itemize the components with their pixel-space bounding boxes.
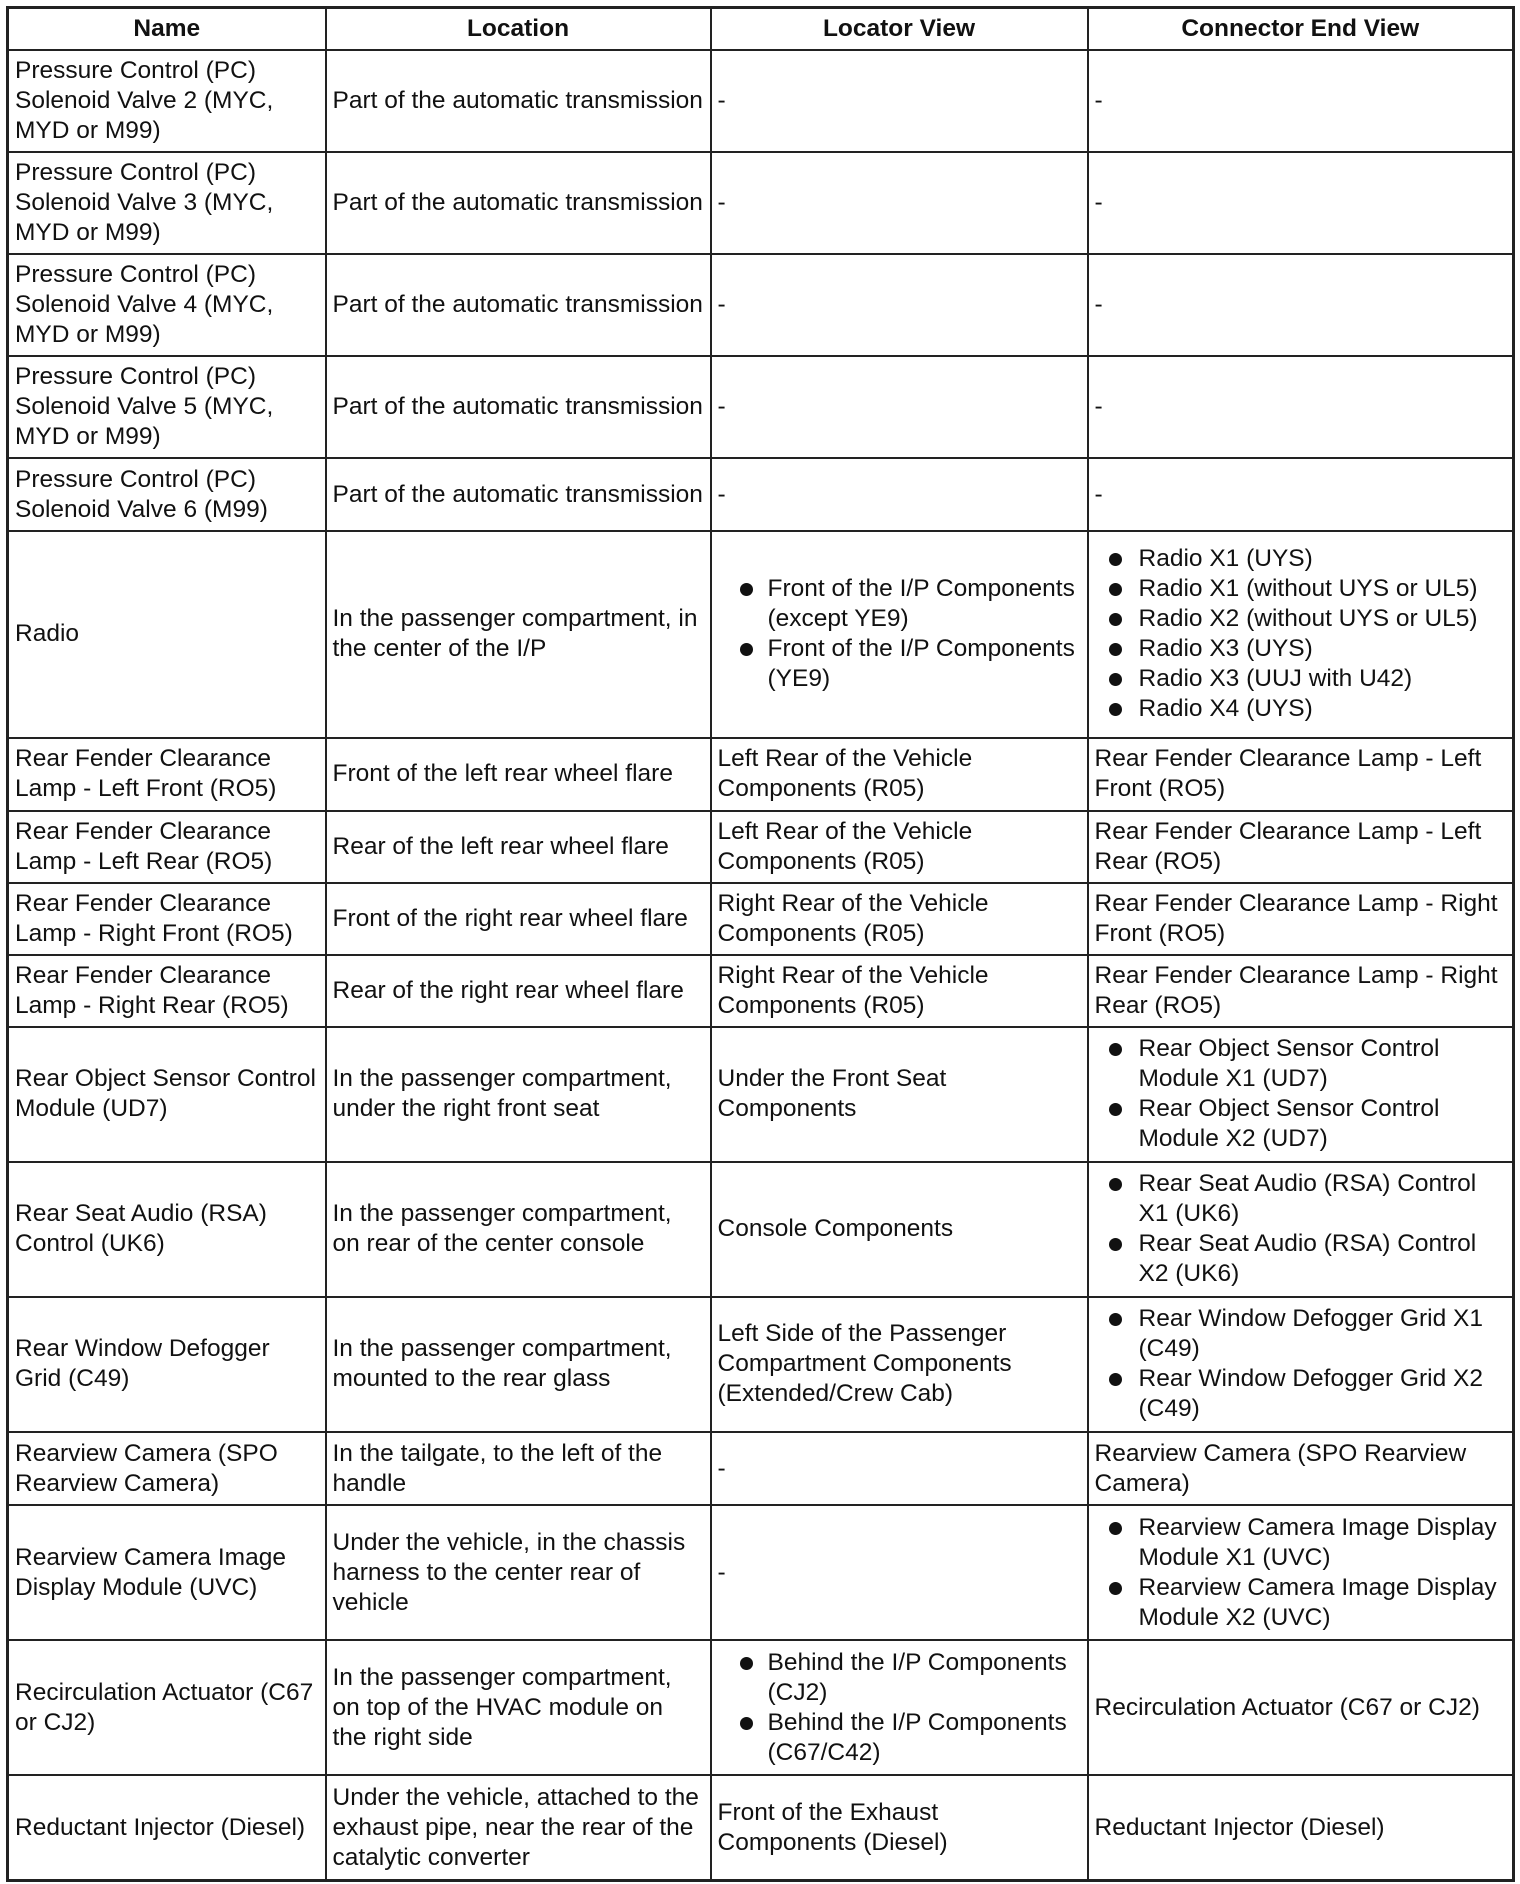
- table-row: [8, 883, 1514, 955]
- table-row: [8, 50, 1514, 152]
- table-row: [8, 1505, 1514, 1640]
- cell-locator-view: Left Rear of the Vehicle Components (R05): [711, 811, 1088, 883]
- bullet-list: [1095, 1304, 1507, 1424]
- list-item: Behind the I/P Components (CJ2): [718, 1648, 1081, 1708]
- list-item: Rear Window Defogger Grid X2 (C49): [1095, 1364, 1507, 1424]
- cell-location: Part of the automatic transmission: [326, 152, 711, 254]
- cell-name: Rearview Camera (SPO Rearview Camera): [8, 1432, 326, 1505]
- table-row: [8, 1162, 1514, 1297]
- cell-location: In the passenger compartment, on top of the HVAC module on the right side: [326, 1640, 711, 1775]
- cell-name: Rearview Camera Image Display Module (UVC): [8, 1505, 326, 1640]
- cell-locator-view: Console Components: [711, 1162, 1088, 1297]
- cell-name: Radio: [8, 531, 326, 737]
- bullet-list: [718, 574, 1081, 694]
- cell-location: In the passenger compartment, under the right front seat: [326, 1027, 711, 1162]
- list-item: Rearview Camera Image Display Module X2 (UVC): [1095, 1573, 1507, 1633]
- cell-connector-end-view: [1088, 1162, 1514, 1297]
- list-item: Front of the I/P Components (YE9): [718, 634, 1081, 694]
- cell-locator-view: Front of the Exhaust Components (Diesel): [711, 1775, 1088, 1880]
- table-row: [8, 1027, 1514, 1162]
- cell-connector-end-view: [1088, 1505, 1514, 1640]
- header-location: Location: [326, 8, 711, 51]
- list-item: Radio X3 (UUJ with U42): [1095, 664, 1507, 694]
- cell-name: Reductant Injector (Diesel): [8, 1775, 326, 1880]
- cell-location: In the passenger compartment, on rear of the center console: [326, 1162, 711, 1297]
- bullet-list: [1095, 1513, 1507, 1633]
- cell-name: Pressure Control (PC) Solenoid Valve 6 (M99): [8, 458, 326, 531]
- cell-location: In the tailgate, to the left of the handle: [326, 1432, 711, 1505]
- cell-connector-end-view: Rearview Camera (SPO Rearview Camera): [1088, 1432, 1514, 1505]
- table-row: [8, 152, 1514, 254]
- list-item: Rear Window Defogger Grid X1 (C49): [1095, 1304, 1507, 1364]
- list-item: Rearview Camera Image Display Module X1 (UVC): [1095, 1513, 1507, 1573]
- cell-connector-end-view: -: [1088, 50, 1514, 152]
- cell-location: Part of the automatic transmission: [326, 254, 711, 356]
- cell-location: Part of the automatic transmission: [326, 356, 711, 458]
- table-row: [8, 254, 1514, 356]
- table-row: [8, 356, 1514, 458]
- cell-locator-view: [711, 1640, 1088, 1775]
- cell-name: Rear Fender Clearance Lamp - Right Rear (RO5): [8, 955, 326, 1027]
- cell-name: Rear Seat Audio (RSA) Control (UK6): [8, 1162, 326, 1297]
- list-item: Radio X2 (without UYS or UL5): [1095, 604, 1507, 634]
- cell-connector-end-view: Reductant Injector (Diesel): [1088, 1775, 1514, 1880]
- connector-table: [6, 6, 1515, 1882]
- cell-connector-end-view: [1088, 1027, 1514, 1162]
- table-row: [8, 1640, 1514, 1775]
- cell-name: Recirculation Actuator (C67 or CJ2): [8, 1640, 326, 1775]
- cell-connector-end-view: -: [1088, 458, 1514, 531]
- cell-location: Front of the right rear wheel flare: [326, 883, 711, 955]
- cell-connector-end-view: [1088, 531, 1514, 737]
- list-item: Behind the I/P Components (C67/C42): [718, 1708, 1081, 1768]
- list-item: Radio X1 (UYS): [1095, 544, 1507, 574]
- table-row: [8, 1297, 1514, 1432]
- table-row: [8, 531, 1514, 737]
- table-row: [8, 1775, 1514, 1880]
- cell-connector-end-view: -: [1088, 356, 1514, 458]
- cell-name: Rear Fender Clearance Lamp - Right Front (RO5): [8, 883, 326, 955]
- cell-locator-view: -: [711, 50, 1088, 152]
- list-item: Rear Object Sensor Control Module X2 (UD7): [1095, 1094, 1507, 1154]
- bullet-list: [1095, 1034, 1507, 1154]
- cell-locator-view: -: [711, 356, 1088, 458]
- cell-location: Part of the automatic transmission: [326, 458, 711, 531]
- list-item: Rear Seat Audio (RSA) Control X1 (UK6): [1095, 1169, 1507, 1229]
- header-row: [8, 8, 1514, 51]
- cell-location: In the passenger compartment, mounted to the rear glass: [326, 1297, 711, 1432]
- cell-location: Part of the automatic transmission: [326, 50, 711, 152]
- cell-connector-end-view: Rear Fender Clearance Lamp - Left Rear (RO5): [1088, 811, 1514, 883]
- list-item: Radio X1 (without UYS or UL5): [1095, 574, 1507, 604]
- list-item: Rear Object Sensor Control Module X1 (UD7): [1095, 1034, 1507, 1094]
- cell-name: Pressure Control (PC) Solenoid Valve 4 (MYC, MYD or M99): [8, 254, 326, 356]
- cell-locator-view: -: [711, 458, 1088, 531]
- bullet-list: [1095, 544, 1507, 724]
- table-row: [8, 955, 1514, 1027]
- cell-locator-view: [711, 531, 1088, 737]
- cell-name: Rear Object Sensor Control Module (UD7): [8, 1027, 326, 1162]
- cell-locator-view: Right Rear of the Vehicle Components (R05): [711, 883, 1088, 955]
- cell-location: Under the vehicle, in the chassis harness to the center rear of vehicle: [326, 1505, 711, 1640]
- table-row: [8, 458, 1514, 531]
- bullet-list: [1095, 1169, 1507, 1289]
- cell-locator-view: Under the Front Seat Components: [711, 1027, 1088, 1162]
- cell-connector-end-view: Rear Fender Clearance Lamp - Right Rear (RO5): [1088, 955, 1514, 1027]
- cell-locator-view: -: [711, 254, 1088, 356]
- cell-location: Front of the left rear wheel flare: [326, 738, 711, 811]
- cell-name: Pressure Control (PC) Solenoid Valve 2 (MYC, MYD or M99): [8, 50, 326, 152]
- header-connector-end-view: Connector End View: [1088, 8, 1514, 51]
- cell-location: In the passenger compartment, in the center of the I/P: [326, 531, 711, 737]
- list-item: Radio X3 (UYS): [1095, 634, 1507, 664]
- list-item: Radio X4 (UYS): [1095, 694, 1507, 724]
- cell-name: Rear Window Defogger Grid (C49): [8, 1297, 326, 1432]
- cell-locator-view: Left Side of the Passenger Compartment Components (Extended/Crew Cab): [711, 1297, 1088, 1432]
- bullet-list: [718, 1648, 1081, 1768]
- table-row: [8, 738, 1514, 811]
- cell-connector-end-view: Rear Fender Clearance Lamp - Left Front (RO5): [1088, 738, 1514, 811]
- cell-connector-end-view: [1088, 1297, 1514, 1432]
- list-item: Front of the I/P Components (except YE9): [718, 574, 1081, 634]
- header-locator-view: Locator View: [711, 8, 1088, 51]
- cell-location: Under the vehicle, attached to the exhaust pipe, near the rear of the catalytic converter: [326, 1775, 711, 1880]
- cell-location: Rear of the left rear wheel flare: [326, 811, 711, 883]
- cell-name: Rear Fender Clearance Lamp - Left Rear (RO5): [8, 811, 326, 883]
- cell-name: Pressure Control (PC) Solenoid Valve 3 (MYC, MYD or M99): [8, 152, 326, 254]
- cell-locator-view: -: [711, 152, 1088, 254]
- cell-name: Pressure Control (PC) Solenoid Valve 5 (MYC, MYD or M99): [8, 356, 326, 458]
- cell-connector-end-view: Rear Fender Clearance Lamp - Right Front (RO5): [1088, 883, 1514, 955]
- table-row: [8, 811, 1514, 883]
- cell-connector-end-view: Recirculation Actuator (C67 or CJ2): [1088, 1640, 1514, 1775]
- table-row: [8, 1432, 1514, 1505]
- cell-locator-view: -: [711, 1505, 1088, 1640]
- cell-location: Rear of the right rear wheel flare: [326, 955, 711, 1027]
- cell-locator-view: -: [711, 1432, 1088, 1505]
- list-item: Rear Seat Audio (RSA) Control X2 (UK6): [1095, 1229, 1507, 1289]
- cell-locator-view: Left Rear of the Vehicle Components (R05): [711, 738, 1088, 811]
- cell-locator-view: Right Rear of the Vehicle Components (R05): [711, 955, 1088, 1027]
- header-name: Name: [8, 8, 326, 51]
- cell-connector-end-view: -: [1088, 254, 1514, 356]
- cell-connector-end-view: -: [1088, 152, 1514, 254]
- cell-name: Rear Fender Clearance Lamp - Left Front (RO5): [8, 738, 326, 811]
